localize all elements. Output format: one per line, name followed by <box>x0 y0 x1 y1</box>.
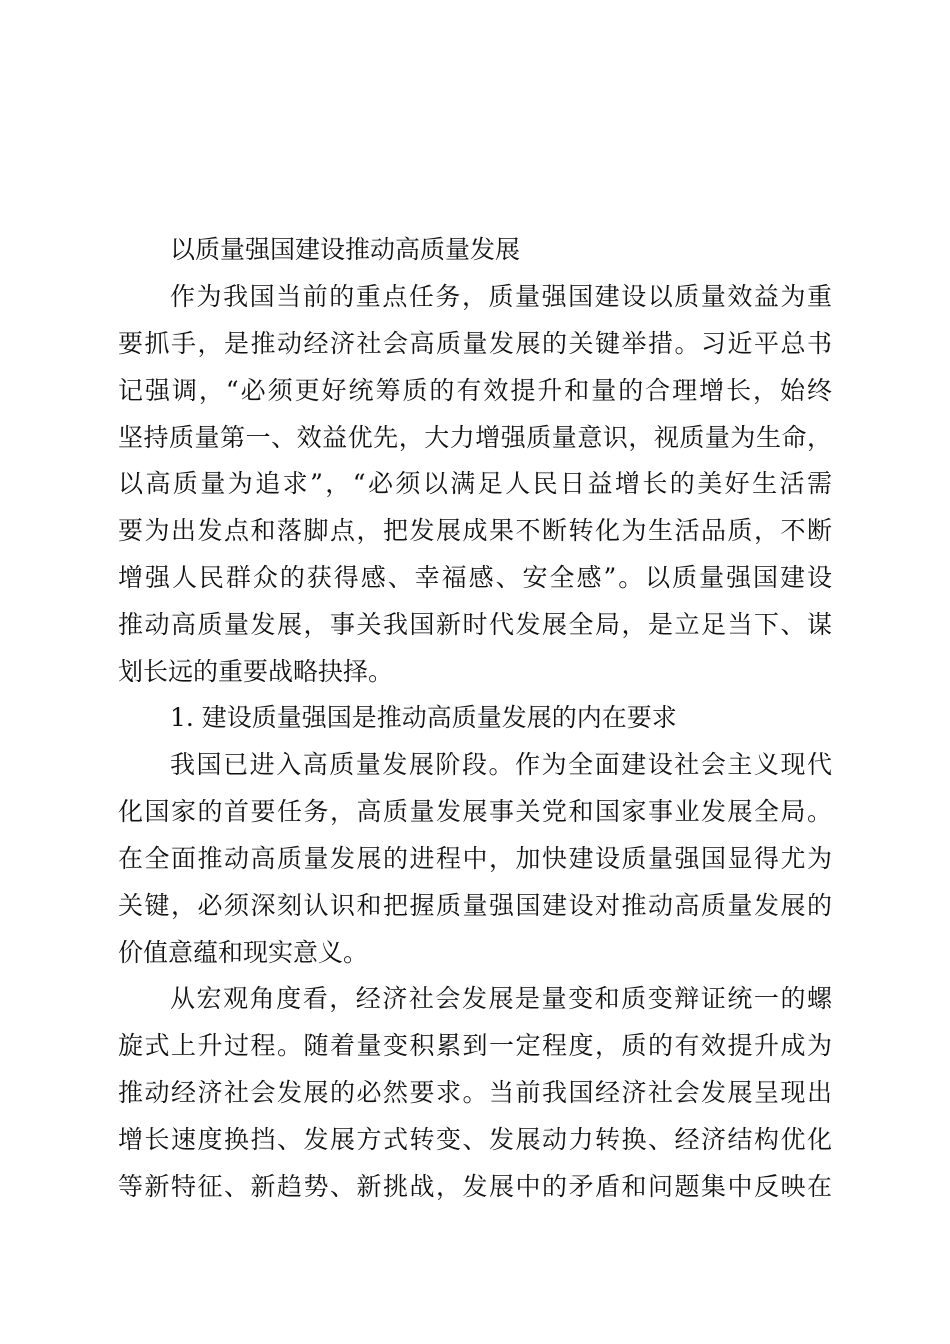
document-title: 以质量强国建设推动高质量发展 <box>170 235 521 264</box>
paragraph-line: 旋式上升过程。随着量变积累到一定程度，质的有效提升成为 <box>118 1031 832 1060</box>
paragraph-line: 以高质量为追求”，“必须以满足人民日益增长的美好生活需 <box>118 469 832 498</box>
paragraph-line: 要为出发点和落脚点，把发展成果不断转化为生活品质，不断 <box>118 516 832 545</box>
paragraph-line: 增强人民群众的获得感、幸福感、安全感”。以质量强国建设 <box>118 563 832 592</box>
paragraph-line: 坚持质量第一、效益优先，大力增强质量意识，视质量为生命， <box>118 423 832 452</box>
paragraph-line: 价值意蕴和现实意义。 <box>118 938 369 967</box>
paragraph-line: 增长速度换挡、发展方式转变、发展动力转换、经济结构优化 <box>118 1125 832 1154</box>
paragraph-line: 我国已进入高质量发展阶段。作为全面建设社会主义现代 <box>170 750 832 779</box>
paragraph-line: 要抓手，是推动经济社会高质量发展的关键举措。习近平总书 <box>118 329 832 358</box>
paragraph-line: 记强调，“必须更好统筹质的有效提升和量的合理增长，始终 <box>118 376 832 405</box>
paragraph-line: 在全面推动高质量发展的进程中，加快建设质量强国显得尤为 <box>118 844 832 873</box>
paragraph-line: 推动高质量发展，事关我国新时代发展全局，是立足当下、谋 <box>118 610 832 639</box>
section-heading: 1. 建设质量强国是推动高质量发展的内在要求 <box>170 703 677 732</box>
paragraph-line: 划长远的重要战略抉择。 <box>118 657 394 686</box>
paragraph-line: 化国家的首要任务，高质量发展事关党和国家事业发展全局。 <box>118 797 832 826</box>
paragraph-line: 等新特征、新趋势、新挑战，发展中的矛盾和问题集中反映在 <box>118 1172 832 1201</box>
paragraph-line: 作为我国当前的重点任务，质量强国建设以质量效益为重 <box>170 282 832 311</box>
paragraph-line: 从宏观角度看，经济社会发展是量变和质变辩证统一的螺 <box>170 984 832 1013</box>
paragraph-line: 关键，必须深刻认识和把握质量强国建设对推动高质量发展的 <box>118 891 832 920</box>
paragraph-line: 推动经济社会发展的必然要求。当前我国经济社会发展呈现出 <box>118 1078 832 1107</box>
